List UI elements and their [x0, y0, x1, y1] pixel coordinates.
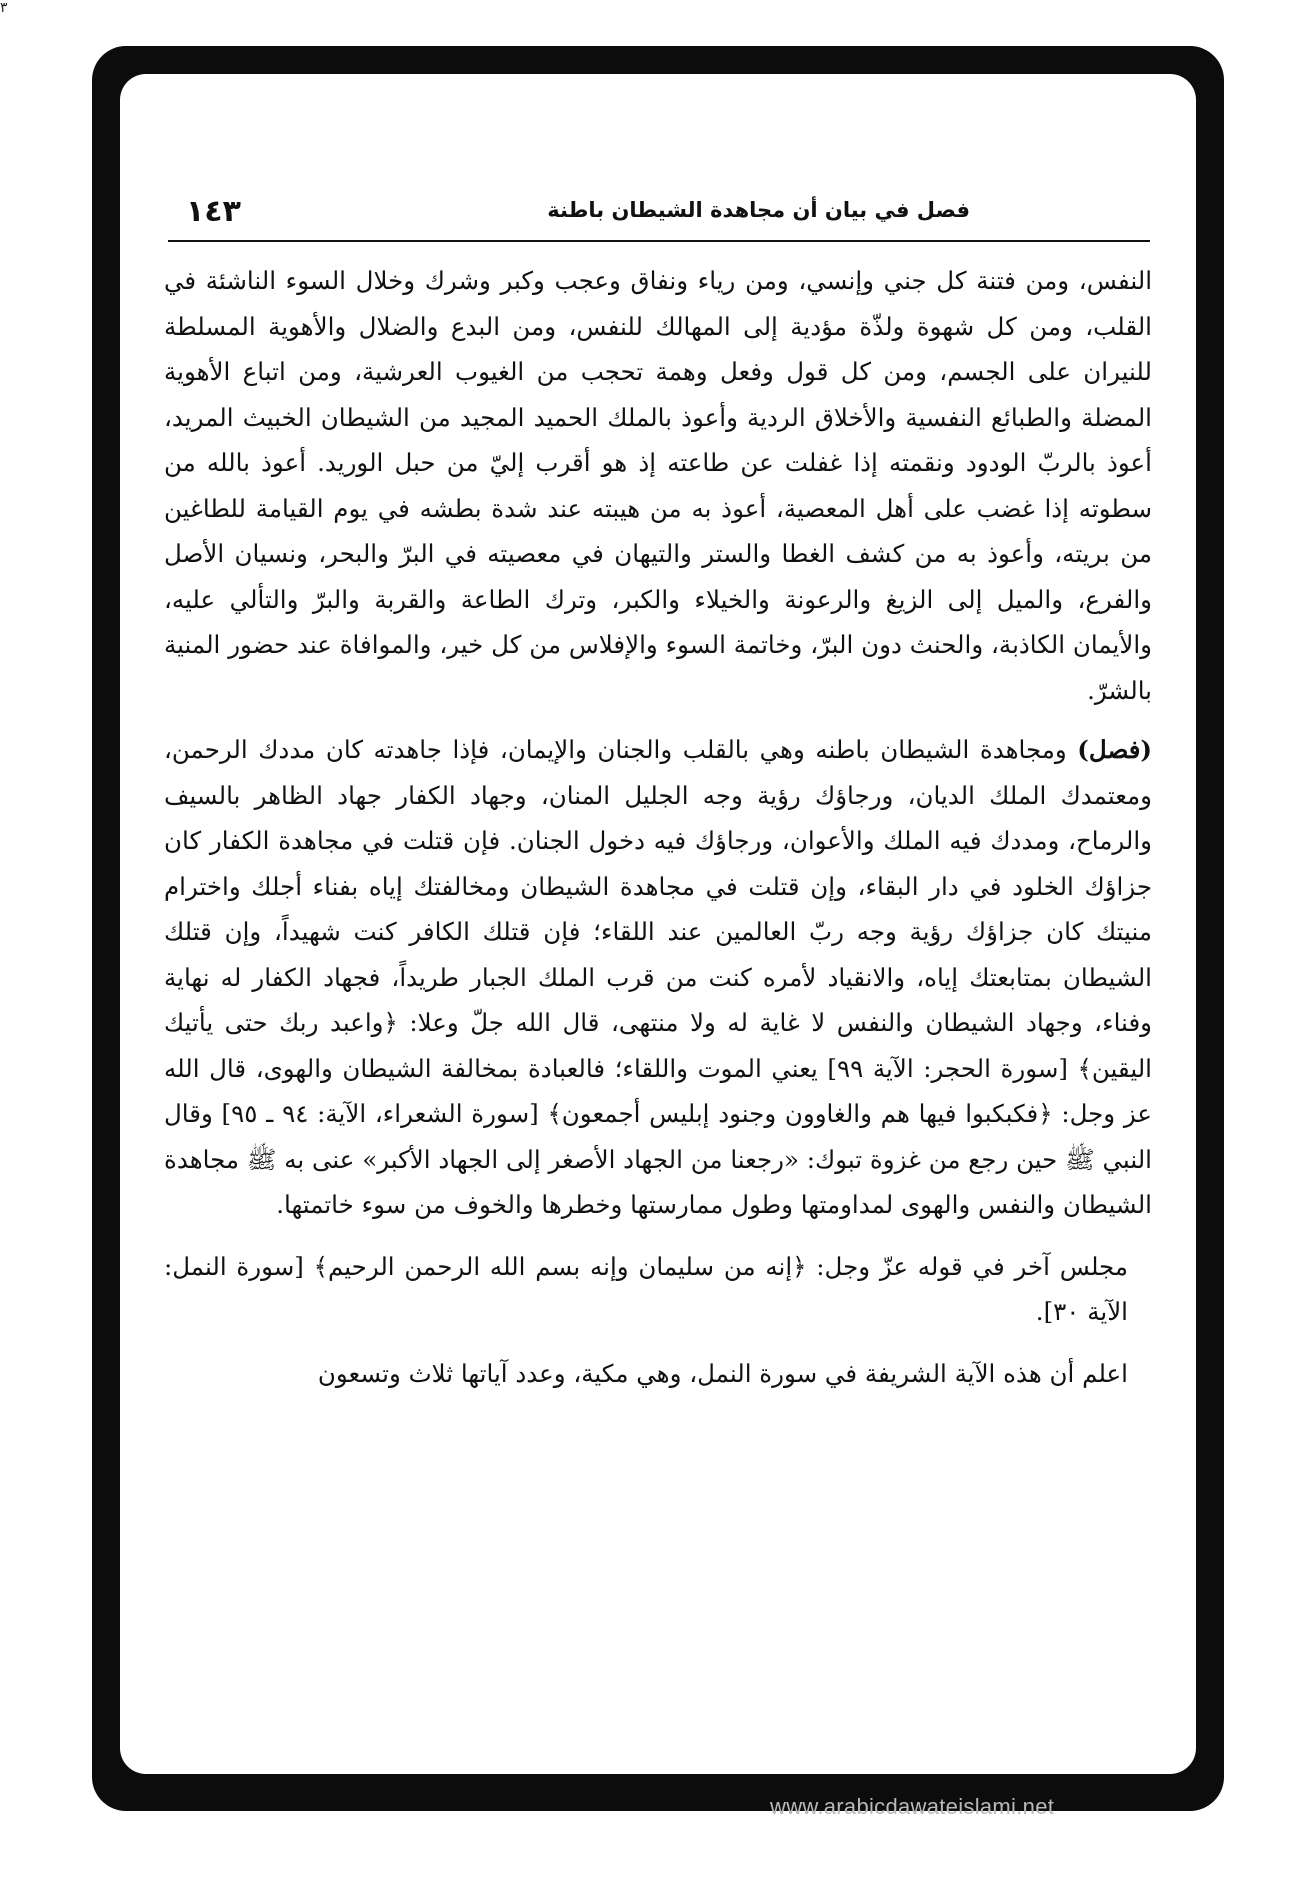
section-label: (فصل): [1077, 735, 1152, 764]
website-watermark: www.arabicdawateislami.net: [770, 1794, 1055, 1819]
paragraph-2-text: ومجاهدة الشيطان باطنه وهي بالقلب والجنان والإيمان، فإذا جاهدته كان مددك الرحمن، ومعتمدك الملك الديان، ورجاؤك رؤية وجه الجليل المنان، وجهاد الكفار جهاد الظاهر بالسيف والرماح، ومددك فيه الملك والأعوان، ورجاؤك فيه دخول الجنان. فإن قتلت في مجاهدة الكفار كان جزاؤك الخلود في دار البقاء، وإن قتلت في مجاهدة الشيطان ومخالفتك إياه بفناء أجلك واخترام منيتك كان جزاؤك رؤية وجه ربّ العالمين عند اللقاء؛ فإن قتلك الكافر كنت شهيداً، وإن قتلك الشيطان بمتابعتك إياه، والانقياد لأمره كنت من قرب الملك الجبار طريداً، فجهاد الكفار له نهاية وفناء، وجهاد الشيطان والنفس لا غاية له ولا منتهى، قال الله جلّ وعلا: ﴿واعبد ربك حتى يأتيك اليقين﴾ [سورة الحجر: الآية ٩٩] يعني الموت واللقاء؛ فالعبادة بمخالفة الشيطان والهوى، قال الله عز وجل: ﴿فكبكبوا فيها هم والغاوون وجنود إبليس أجمعون﴾ [سورة الشعراء، الآية: ٩٤ ـ ٩٥] وقال النبي ﷺ حين رجع من غزوة تبوك: «رجعنا من الجهاد الأصغر إلى الجهاد الأكبر» عنى به ﷺ مجاهدة الشيطان والنفس والهوى لمداومتها وطول ممارستها وخطرها والخوف من سوء خاتمتها.: [164, 735, 1152, 1219]
paragraph-2: [164, 727, 1152, 1228]
page-number: ١٤٣: [186, 194, 241, 229]
book-page: [120, 74, 1196, 1819]
paragraph-1: النفس، ومن فتنة كل جني وإنسي، ومن رياء ونفاق وعجب وكبر وشرك وخلال السوء الناشئة في القلب، ومن كل شهوة ولذّة مؤدية إلى المهالك للنفس، ومن البدع والضلال والأهوية المسلطة للنيران على الجسم، ومن كل قول وفعل وهمة تحجب من الغيوب العرشية، ومن اتباع الأهوية المضلة والطبائع النفسية والأخلاق الردية وأعوذ بالملك الحميد المجيد من الشيطان الخبيث المريد، أعوذ بالربّ الودود ونقمته إذا غفلت عن طاعته إذ هو أقرب إليّ من حبل الوريد. أعوذ بالله من سطوته إذا غضب على أهل المعصية، أعوذ به من هيبته عند شدة بطشه في يوم القيامة للطاغين من بريته، وأعوذ به من كشف الغطا والستر والتيهان في معصيته في البرّ والبحر، ونسيان الأصل والفرع، والميل إلى الزيغ والرعونة والخيلاء والكبر، وترك الطاعة والقربة والبرّ والتألي عليه، والأيمان الكاذبة، والحنث دون البرّ، وخاتمة السوء والإفلاس من كل خير، والموافاة عند حضور المنية بالشرّ.: [164, 266, 1152, 705]
paragraph-4: اعلم أن هذه الآية الشريفة في سورة النمل، وهي مكية، وعدد آياتها ثلاث وتسعون: [317, 1358, 1128, 1388]
page-frame: [92, 46, 1224, 1819]
header-title: فصل في بيان أن مجاهدة الشيطان باطنة: [547, 198, 970, 222]
scan-corner-mark: ٣: [0, 0, 8, 16]
paragraph-3: مجلس آخر في قوله عزّ وجل: ﴿إنه من سليمان وإنه بسم الله الرحمن الرحيم﴾ [سورة النمل: الآية ٣٠].: [164, 1251, 1128, 1326]
page-body: [164, 258, 1152, 1412]
running-header: [168, 196, 1150, 242]
